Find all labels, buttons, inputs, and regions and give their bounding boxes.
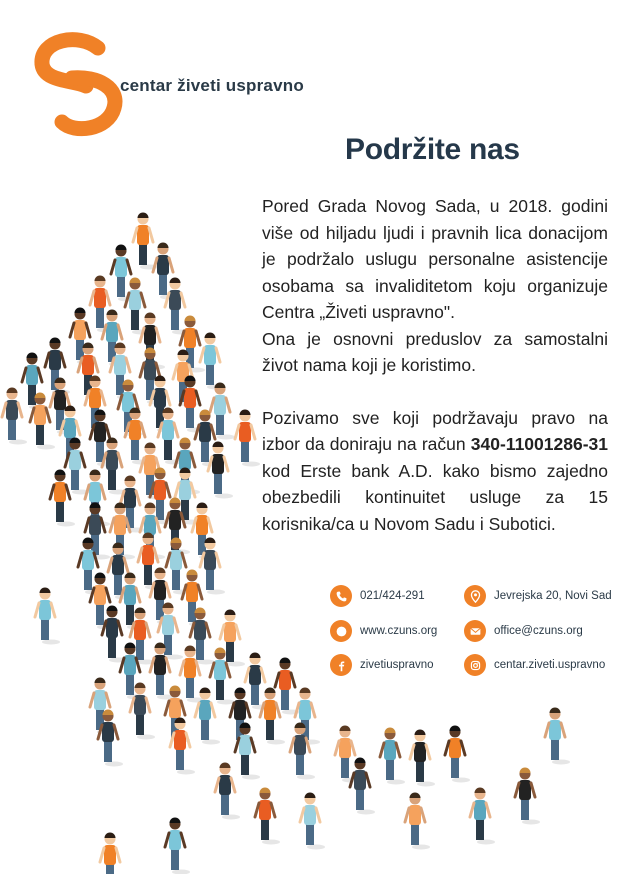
contact-facebook[interactable] — [330, 654, 434, 676]
contact-website[interactable] — [330, 620, 437, 642]
brand-name: centar živeti uspravno — [120, 76, 304, 95]
crowd-person — [208, 442, 233, 499]
contact-address[interactable] — [464, 585, 612, 607]
crowd-person — [165, 818, 190, 874]
address-text: Jevrejska 20, Novi Sad — [494, 590, 612, 602]
crowd-person — [445, 726, 470, 783]
crowd-person — [102, 606, 127, 663]
location-pin-icon — [464, 585, 486, 607]
instagram-icon — [464, 654, 486, 676]
email-link: office@czuns.org — [494, 625, 583, 637]
crowd-person — [350, 758, 375, 815]
crowd-person — [300, 793, 325, 850]
paragraph-3-before: Pozivamo sve koji podržavaju pravo na izbor da doniraju na račun — [262, 407, 608, 454]
mail-icon — [464, 620, 486, 642]
contact-email[interactable] — [464, 620, 583, 642]
crowd-person — [215, 763, 240, 820]
crowd-person — [380, 728, 405, 785]
crowd-person — [410, 730, 435, 787]
paragraph-1: Pored Grada Novog Sada, u 2018. godini više od hiljadu ljudi i pravnih lica donacijom je podržalo uslugu personalne asistencije osobama sa invaliditetom koju organizuje Centra „Živeti uspravno". — [262, 196, 608, 322]
contact-phone[interactable] — [330, 585, 425, 607]
crowd-person — [255, 788, 280, 845]
contact-instagram[interactable] — [464, 654, 605, 676]
crowd-person — [290, 723, 315, 780]
crowd-person — [405, 793, 430, 850]
phone-icon — [330, 585, 352, 607]
globe-icon — [330, 620, 352, 642]
facebook-handle: zivetiuspravno — [360, 659, 434, 671]
crowd-person — [235, 410, 260, 467]
account-number: 340-11001286-31 — [470, 434, 608, 454]
crowd-person — [133, 213, 158, 270]
page-title: Podržite nas — [345, 133, 520, 166]
crowd-person — [545, 708, 570, 765]
crowd-person — [200, 333, 225, 390]
facebook-icon — [330, 654, 352, 676]
crowd-person — [100, 833, 125, 874]
paragraph-2: Ona je osnovni preduslov za samostalni život nama koji je koristimo. — [262, 328, 608, 375]
crowd-person — [515, 768, 540, 825]
phone-number: 021/424-291 — [360, 590, 425, 602]
crowd-person — [275, 658, 300, 715]
paragraph-3-after: kod Erste bank A.D. kako bismo zajedno obezbedili kontinuitet usluge za 15 korisnika/ca u Novom Sadu i Subotici. — [262, 460, 608, 534]
instagram-handle: centar.ziveti.uspravno — [494, 659, 606, 671]
crowd-person — [2, 388, 27, 445]
crowd-person — [470, 788, 495, 845]
crowd-arrow-illustration — [0, 180, 620, 874]
crowd-person — [35, 588, 60, 645]
website-link: www.czuns.org — [360, 625, 438, 637]
